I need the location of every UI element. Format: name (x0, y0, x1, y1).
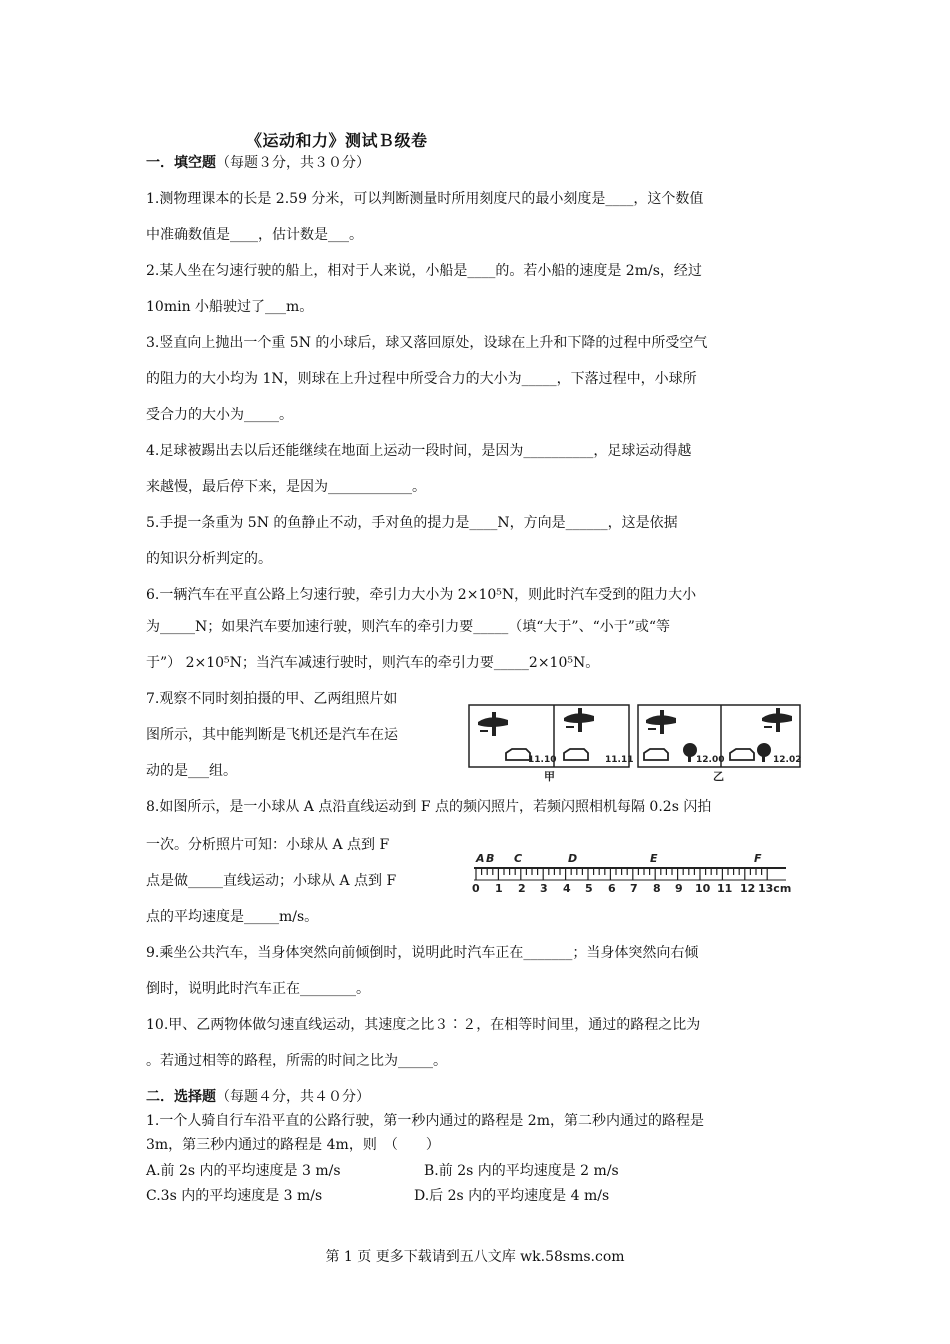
point-label-c: C (514, 852, 523, 865)
section-2-heading (146, 1086, 370, 1106)
q8-line3: 点是做_____直线运动；小球从 A 点到 F (146, 873, 397, 889)
tick-label: 6 (608, 882, 616, 895)
q9-line1: 9.乘坐公共汽车，当身体突然向前倾倒时，说明此时汽车正在_______；当身体突然向右倾 (146, 945, 699, 961)
tick-label: 2 (518, 882, 526, 895)
q6-line3: 于”） 2×10⁵N；当汽车减速行驶时，则汽车的牵引力要_____2×10⁵N。 (146, 655, 600, 671)
tick-label: 12 (740, 882, 756, 895)
tick-label: 7 (630, 882, 638, 895)
section-1-heading (146, 152, 370, 172)
time-label: 11.11 (605, 755, 634, 765)
q7-line3: 动的是___组。 (146, 763, 237, 779)
point-label-e: E (650, 852, 658, 865)
tick-label: 8 (653, 882, 661, 895)
tick-label: 4 (563, 882, 571, 895)
airplane-icons (478, 708, 792, 736)
q1-line2: 中准确数值是____，估计数是___。 (146, 227, 363, 243)
q9-line2: 倒时，说明此时汽车正在________。 (146, 981, 370, 997)
mc1-line1: 1.一个人骑自行车沿平直的公路行驶，第一秒内通过的路程是 2m，第二秒内通过的路程是 (146, 1113, 704, 1129)
q1-line1: 1.测物理课本的长是 2.59 分米，可以判断测量时所用刻度尺的最小刻度是____，这个数值 (146, 191, 704, 207)
q8-line4: 点的平均速度是_____m/s。 (146, 909, 319, 925)
time-label: 12.00 (696, 755, 725, 765)
point-label-f: F (754, 852, 762, 865)
q5-line2: 的知识分析判定的。 (146, 551, 272, 567)
point-label-d: D (568, 852, 578, 865)
tick-label: 5 (585, 882, 593, 895)
tick-label: 13cm (758, 882, 792, 895)
group-label-yi: 乙 (713, 770, 724, 783)
q2-line1: 2.某人坐在匀速行驶的船上，相对于人来说，小船是____的。若小船的速度是 2m/s，经过 (146, 263, 702, 279)
q2-line2: 10min 小船驶过了___m。 (146, 299, 314, 315)
section-2-note: （每题４分，共４０分） (216, 1089, 370, 1105)
group-label-jia: 甲 (544, 770, 555, 783)
section-1-label: 一．填空题 (146, 155, 216, 171)
photo-frames-figure (468, 700, 804, 784)
q7-line1: 7.观察不同时刻拍摄的甲、乙两组照片如 (146, 691, 398, 707)
q6-line2: 为_____N；如果汽车要加速行驶，则汽车的牵引力要_____（填“大于”、“小于”或“等 (146, 619, 671, 635)
q3-line2: 的阻力的大小均为 1N，则球在上升过程中所受合力的大小为_____，下落过程中，小球所 (146, 371, 697, 387)
point-label-b: B (486, 852, 495, 865)
ruler-figure (468, 846, 794, 896)
point-label-a: A (476, 852, 485, 865)
q10-line2: 。若通过相等的路程，所需的时间之比为_____。 (146, 1053, 447, 1069)
tick-label: 3 (540, 882, 548, 895)
q4-line2: 来越慢，最后停下来，是因为____________。 (146, 479, 426, 495)
q8-line1: 8.如图所示，是一小球从 A 点沿直线运动到 F 点的频闪照片，若频闪照相机每隔 0.2s 闪拍 (146, 799, 712, 815)
q6-line1: 6.一辆汽车在平直公路上匀速行驶，牵引力大小为 2×10⁵N，则此时汽车受到的阻力大小 (146, 587, 697, 603)
tick-label: 1 (495, 882, 503, 895)
mc1-line2: 3m，第三秒内通过的路程是 4m，则 （ ） (146, 1137, 440, 1153)
mc1-option-b: B.前 2s 内的平均速度是 2 m/s (424, 1163, 619, 1179)
time-label: 12.02 (773, 755, 802, 765)
tick-label: 11 (717, 882, 733, 895)
mc1-option-d: D.后 2s 内的平均速度是 4 m/s (414, 1188, 610, 1204)
tick-label: 9 (675, 882, 683, 895)
q4-line1: 4.足球被踢出去以后还能继续在地面上运动一段时间，是因为__________，足球运动得越 (146, 443, 692, 459)
mc1-option-c: C.3s 内的平均速度是 3 m/s (146, 1188, 323, 1204)
page-footer: 第 1 页 更多下载请到五八文库 wk.58sms.com (325, 1249, 625, 1265)
q3-line3: 受合力的大小为_____。 (146, 407, 293, 423)
tick-label: 0 (472, 882, 480, 895)
q10-line1: 10.甲、乙两物体做匀速直线运动，其速度之比３∶２，在相等时间里，通过的路程之比为 (146, 1017, 701, 1033)
q3-line1: 3.竖直向上抛出一个重 5N 的小球后，球又落回原处，设球在上升和下降的过程中所受空气 (146, 335, 708, 351)
page-title: 《运动和力》测试Ｂ级卷 (246, 131, 428, 150)
section-1-note: （每题３分，共３０分） (216, 155, 370, 171)
section-2-label: 二．选择题 (146, 1089, 216, 1105)
mc1-option-a: A.前 2s 内的平均速度是 3 m/s (146, 1163, 341, 1179)
q8-line2: 一次。分析照片可知：小球从 A 点到 F (146, 837, 390, 853)
q7-line2: 图所示，其中能判断是飞机还是汽车在运 (146, 727, 398, 743)
tick-label: 10 (695, 882, 711, 895)
q5-line1: 5.手提一条重为 5N 的鱼静止不动，手对鱼的提力是____N，方向是______，这是依据 (146, 515, 678, 531)
time-label: 11.10 (528, 755, 557, 765)
